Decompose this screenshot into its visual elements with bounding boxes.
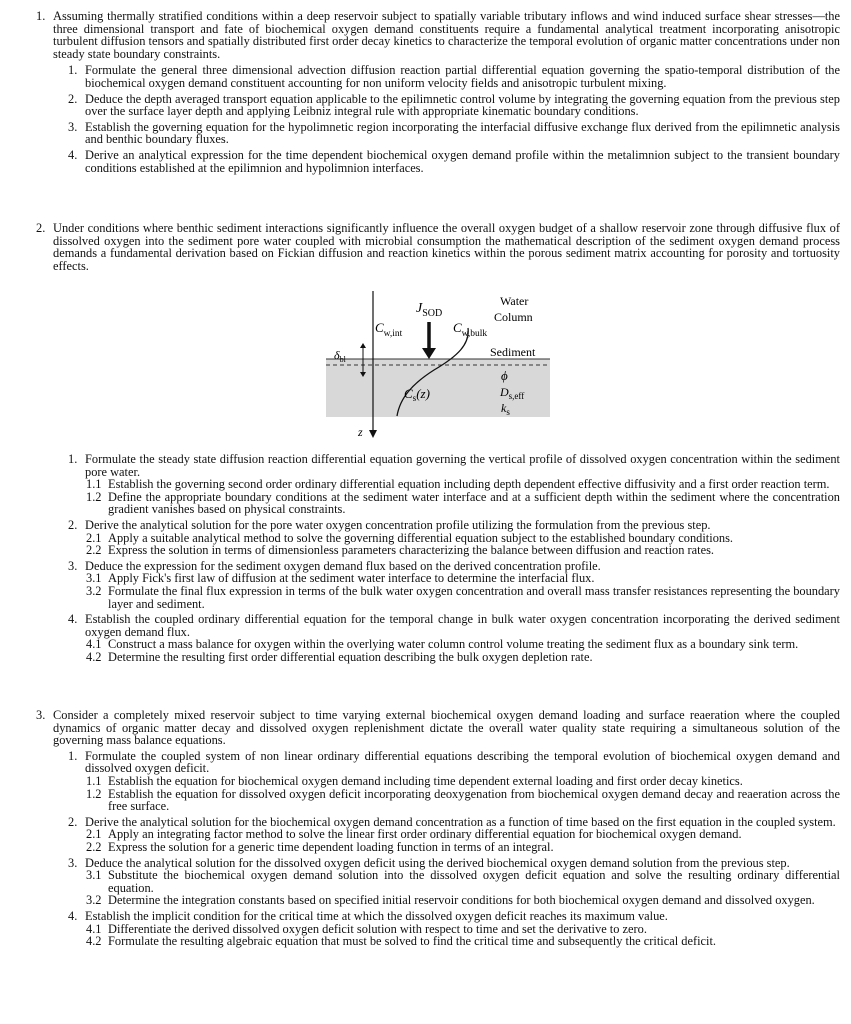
subquestion-text: Derive an analytical expression for the time dependent biochemical oxygen demand profile within the metalimnion subject to the transient boundary conditions established at the epilimnion and hypolimnion interfaces. [85, 147, 840, 175]
subsubquestion-number: 1.2 [86, 489, 102, 504]
subquestion-text: Derive the analytical solution for the pore water oxygen concentration profile utilizing the formulation from the previous step. [85, 517, 711, 532]
subsubquestion [86, 491, 840, 516]
subsubquestion-text: Substitute the biochemical oxygen demand solution into the dissolved oxygen deficit equation and solve the resulting ordinary differential equation. [108, 868, 840, 895]
subsubquestion-text: Apply a suitable analytical method to solve the governing differential equation subject to the established boundary conditions. [108, 530, 734, 545]
question-text: Consider a completely mixed reservoir subject to time varying external biochemical oxygen demand loading and surface reaeration where the coupled dynamics of organic matter decay and dissolved oxygen replenishment dictate the overall water quality state requiring a simultaneous solution of the governing mass balance equations. [53, 708, 840, 748]
rate-constant-label: $k_s$ [501, 401, 510, 417]
subsubquestion [86, 869, 840, 894]
subquestion [68, 613, 840, 663]
subsubquestion-number: 1.2 [86, 786, 102, 801]
subquestion-text: Formulate the steady state diffusion reaction differential equation governing the vertical profile of dissolved oxygen concentration within the sediment pore water. [85, 452, 840, 479]
subquestion-number: 4. [68, 147, 78, 162]
subsubquestion-number: 2.1 [86, 827, 102, 842]
subsubquestion-number: 2.2 [86, 543, 102, 558]
subsubquestion-number: 3.2 [86, 583, 102, 598]
subquestion-number: 4. [68, 908, 78, 923]
subquestion [68, 910, 840, 948]
question-2-subquestions [36, 453, 840, 667]
depth-label: z [358, 425, 363, 439]
subsubquestion-text: Formulate the final flux expression in terms of the bulk water oxygen concentration and overall mass transfer resistances representing the boundary layer and sediment. [108, 583, 840, 611]
subquestion-text: Derive the analytical solution for the biochemical oxygen demand concentration as a function of time based on the first equation in the coupled system. [85, 814, 836, 829]
subsubquestion-text: Define the appropriate boundary conditions at the sediment water interface and at a sufficient depth within the sediment where the concentration gradient vanishes based on physical constraints. [108, 489, 840, 517]
subquestion [68, 149, 840, 174]
sediment-label: Sediment [490, 345, 536, 359]
subsubquestion-number: 4.2 [86, 934, 102, 949]
subsubquestion [86, 894, 840, 907]
question-number: 3. [36, 708, 46, 722]
subquestion-number: 1. [68, 452, 78, 466]
subquestion-list [36, 453, 840, 664]
subsubquestion-text: Express the solution in terms of dimensionless parameters characterizing the balance between diffusion and reaction rates. [108, 543, 715, 558]
subquestion [68, 121, 840, 146]
subquestion [68, 857, 840, 907]
subquestion-text: Formulate the coupled system of non linear ordinary differential equations describing the temporal evolution of biochemical oxygen demand and dissolved oxygen deficit. [85, 748, 840, 776]
subsubquestion-number: 4.1 [86, 637, 102, 652]
bulk-conc-label: $C_{w,bulk}$ [453, 320, 488, 339]
water-label: Water [500, 294, 529, 308]
sediment-profile-diagram [320, 286, 560, 441]
subquestion-text: Deduce the depth averaged transport equation applicable to the epilimnetic control volume by integrating the governing equation from the previous step over the surface layer depth and applying Leibniz integral rule with appropriate kinematic boundary conditions. [85, 91, 840, 119]
subquestion-number: 1. [68, 748, 78, 763]
subquestion [68, 64, 840, 89]
question-3 [36, 709, 840, 951]
profile-label: $C_s(z)$ [404, 386, 430, 403]
delta-arrow-up [360, 343, 366, 348]
flux-arrow-head [422, 348, 436, 359]
question-1 [36, 10, 840, 177]
subsubquestion-text: Establish the governing second order ordinary differential equation including depth dependent effective diffusivity and a first order reaction term. [108, 477, 830, 492]
subsubquestion-number: 1.1 [86, 773, 102, 788]
subsubquestion [86, 585, 840, 610]
subsubquestion-text: Establish the equation for biochemical oxygen demand including time dependent external loading and first order decay kinetics. [108, 773, 743, 788]
subsubquestion [86, 775, 840, 788]
column-label: Column [494, 310, 533, 324]
subsubquestion-text: Express the solution for a generic time dependent loading function in terms of an integral. [108, 839, 554, 854]
subsubquestion [86, 841, 840, 854]
subsubquestion-text: Formulate the resulting algebraic equation that must be solved to find the critical time and subsequently the critical deficit. [108, 934, 716, 949]
subsubquestion-number: 4.1 [86, 921, 102, 936]
subsubquestion-text: Apply an integrating factor method to solve the linear first order ordinary differential equation for biochemical oxygen demand. [108, 827, 742, 842]
diffusivity-label: $D_{s,eff}$ [500, 385, 525, 401]
subquestion-list [36, 64, 840, 174]
subquestion [68, 93, 840, 118]
interface-conc-label: $C_{w,int}$ [375, 320, 403, 339]
subsubquestion [86, 651, 840, 664]
depth-axis-arrowhead [369, 430, 377, 438]
subsubquestion-number: 1.1 [86, 477, 102, 492]
subsubquestion-text: Differentiate the derived dissolved oxygen deficit solution with respect to time and set the derivative to zero. [108, 921, 647, 936]
subquestion-number: 2. [68, 91, 78, 106]
subquestion-number: 1. [68, 63, 78, 78]
subquestion [68, 750, 840, 813]
subsubquestion-text: Establish the equation for dissolved oxygen deficit incorporating deoxygenation from biochemical oxygen demand decay and reaeration across the free surface. [108, 786, 840, 814]
subsubquestion-number: 3.1 [86, 571, 102, 586]
subquestion-number: 3. [68, 558, 78, 573]
subquestion-number: 3. [68, 855, 78, 870]
subsubquestion-text: Apply Fick's first law of diffusion at the sediment water interface to determine the interfacial flux. [108, 571, 595, 586]
question-number: 2. [36, 221, 46, 235]
question-text: Under conditions where benthic sediment interactions significantly influence the overall oxygen budget of a shallow reservoir zone through diffusive flux of dissolved oxygen into the sediment pore water coupled with microbial consumption the mathematical description of the sediment oxygen demand process demands a fundamental derivation based on Fickian diffusion and reaction kinetics within the porous sediment matrix accounting for porosity and tortuosity effects. [53, 221, 840, 273]
subquestion-number: 3. [68, 119, 78, 134]
subsubquestion [86, 478, 840, 491]
subquestion-text: Deduce the expression for the sediment oxygen demand flux based on the derived concentration profile. [85, 558, 601, 573]
subquestion-text: Establish the coupled ordinary differential equation for the temporal change in bulk water oxygen concentration incorporating the derived sediment oxygen demand flux. [85, 612, 840, 639]
subsubquestion-text: Determine the integration constants based on specified initial reservoir conditions for both biochemical oxygen demand and dissolved oxygen. [108, 893, 815, 908]
subquestion-text: Establish the implicit condition for the critical time at which the dissolved oxygen deficit reaches its maximum value. [85, 908, 668, 923]
subquestion [68, 453, 840, 516]
question-number: 1. [36, 9, 46, 23]
subsubquestion-number: 3.2 [86, 893, 102, 908]
subsubquestion-number: 2.1 [86, 530, 102, 545]
subquestion [68, 519, 840, 557]
subsubquestion [86, 935, 840, 948]
subquestion [68, 560, 840, 610]
subquestion-list [36, 750, 840, 948]
subsubquestion-number: 4.2 [86, 649, 102, 664]
subsubquestion-text: Determine the resulting first order differential equation describing the bulk oxygen depletion rate. [108, 649, 593, 664]
subsubquestion-number: 2.2 [86, 839, 102, 854]
sediment-oxygen-figure [320, 286, 560, 441]
flux-label: $J_{SOD}$ [416, 301, 443, 319]
question-2 [36, 222, 840, 272]
subquestion [68, 816, 840, 854]
subsubquestion-number: 3.1 [86, 868, 102, 883]
subquestion-number: 2. [68, 814, 78, 829]
subsubquestion-text: Construct a mass balance for oxygen within the overlying water column control volume treating the sediment flux as a boundary sink term. [108, 637, 799, 652]
porosity-label: ϕ [501, 368, 508, 383]
subquestion-text: Formulate the general three dimensional advection diffusion reaction partial differential equation governing the spatio-temporal distribution of the biochemical oxygen demand constituent accounting for non uniform velocity fields and anisotropic turbulent mixing. [85, 63, 840, 90]
delta-label: $\delta_{bl}$ [334, 348, 346, 364]
subsubquestion [86, 544, 840, 557]
subquestion-number: 4. [68, 612, 78, 627]
subquestion-text: Establish the governing equation for the hypolimnetic region incorporating the interfacial diffusive exchange flux derived from the epilimnetic analysis and benthic boundary fluxes. [85, 119, 840, 147]
subquestion-number: 2. [68, 517, 78, 532]
question-text: Assuming thermally stratified conditions within a deep reservoir subject to spatially variable tributary inflows and wind induced surface shear stresses—the three dimensional transport and fate of biochemical oxygen demand constituents require a fundamental analytical treatment incorporating anisotropic turbulent diffusion tensors and spatially distributed first order decay kinetics to characterize the temporal evolution of organic matter concentrations under non steady state boundary constraints. [53, 9, 840, 61]
subquestion-text: Deduce the analytical solution for the dissolved oxygen deficit using the derived biochemical oxygen demand solution from the previous step. [85, 855, 790, 870]
subsubquestion [86, 788, 840, 813]
